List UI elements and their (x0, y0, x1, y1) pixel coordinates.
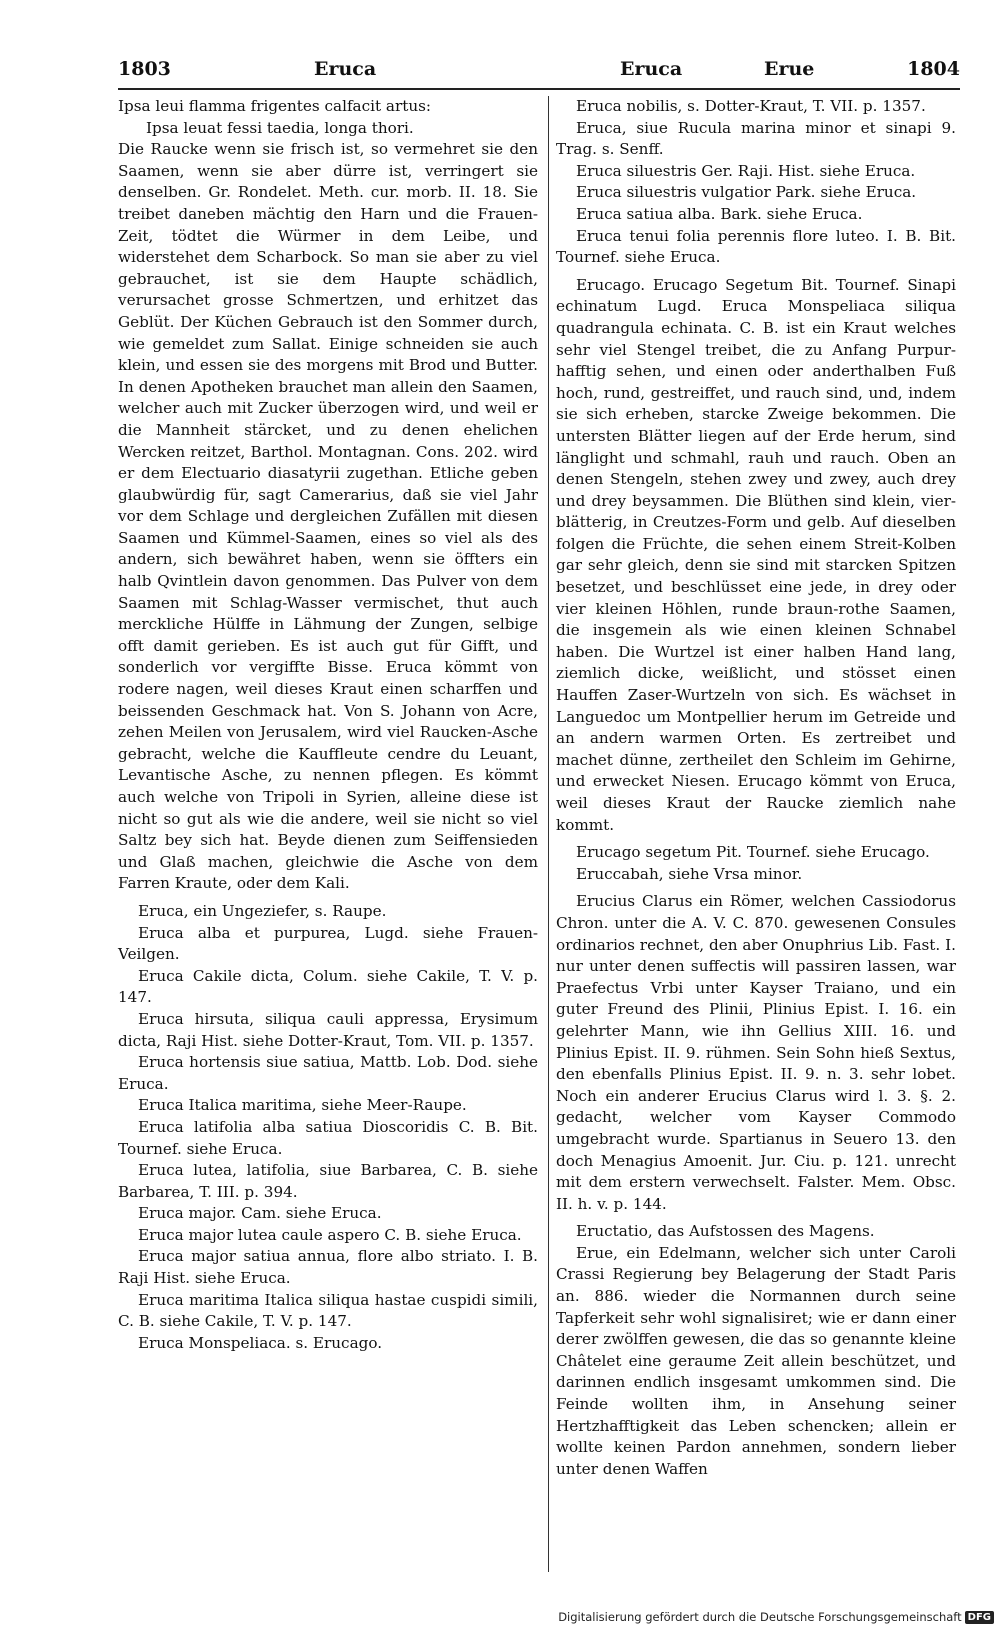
entry: Eruca lutea, latifolia, siue Barbarea, C. B. siehe Barbarea, T. III. p. 394. (118, 1161, 538, 1201)
running-title-right: Eruca (620, 58, 683, 80)
entry: Eructatio, das Aufstossen des Magens. (576, 1222, 875, 1241)
verse-line-2: Ipsa leuat fessi taedia, longa thori. (146, 118, 414, 137)
header-rule (118, 88, 960, 90)
entry: Eruca Italica maritima, siehe Meer-Raupe. (138, 1096, 467, 1115)
entry: Eruca major satiua annua, flore albo striato. I. B. Raji Hist. siehe Eruca. (118, 1247, 538, 1288)
entry: Eruca, ein Ungeziefer, s. Raupe. (138, 901, 387, 920)
entry: Eruca alba et purpurea, Lugd. siehe Frauen-Veilgen. (118, 923, 538, 964)
page-number-right: 1804 (907, 58, 960, 80)
page-header (118, 58, 960, 88)
entry: Eruccabah, siehe Vrsa minor. (576, 864, 803, 883)
entry: Eruca hirsuta, siliqua cauli appressa, Erysimum dicta, Raji Hist. siehe Dotter-Kraut, Tom. VII. p. 1357. (118, 1009, 538, 1050)
entry-paragraph: Erucago. Erucago Segetum Bit. Tournef. Sinapi echinatum Lugd. Eruca Monspeliaca siliqua quadrangula echinata. C. B. ist ein Kraut welches sehr viel Stengel treibet, die zu Anfang Purpur-hafftig sehen, und einen oder anderthalben Fuß hoch, rund, gestreiffet, und rauch sind, und, indem sie sich erheben, starcke Zweige bekommen. Die untersten Blätter liegen auf der Erde herum, sind länglight und schmahl, rauh und rauch. Oben an denen Stengeln, stehen zwey und zwey, auch drey und drey beysammen. Die Blüthen sind klein, vier-blätterig, in Creutzes-Form und gelb. Auf dieselben folgen die Früchte, die sehen einem Streit-Kolben gar sehr gleich, denn sie sind mit starcken Spitzen besetzet, und beschlüsset eine jede, in drey oder vier kleinen Höhlen, runde braun-rothe Saamen, die insgemein als wie einen kleinen Schnabel haben. Die Wurtzel ist einer halben Hand lang, ziemlich dicke, weißlicht, und stösset einen Hauffen Zaser-Wurtzeln von sich. Es wächset in Languedoc um Montpellier herum im Getreide und an andern warmen Orten. Es zertreibet und machet dünne, zertheilet den Schleim im Gehirne, und erwecket Niesen. Erucago kömmt von Eruca, weil dieses Kraut der Raucke ziemlich nahe kommt. (556, 275, 956, 834)
verse-line-1: Ipsa leui flamma frigentes calfacit artus: (118, 97, 432, 115)
entry: Eruca maritima Italica siliqua hastae cuspidi simili, C. B. siehe Cakile, T. V. p. 147. (118, 1290, 538, 1331)
footer-text: Digitalisierung gefördert durch die Deutsche Forschungsgemeinschaft (558, 1610, 962, 1624)
entry-paragraph: Erucius Clarus ein Römer, welchen Cassiodorus Chron. unter die A. V. C. 870. gewesenen Consules ordinarios rechnet, den aber Onuphrius Lib. Fast. I. nur unter denen suffectis will passiren lassen, war Praefectus Vrbi unter Kayser Traiano, und ein guter Freund des Plinii, Plinius Epist. I. 16. ein gelehrter Mann, wie ihn Gellius XIII. 16. und Plinius Epist. II. 9. rühmen. Sein Sohn hieß Sextus, den ebenfalls Plinius Epist. II. 9. n. 3. sehr lobet. Noch ein anderer Erucius Clarus wird l. 3. §. 2. gedacht, welcher vom Kayser Commodo umgebracht wurde. Spartianus in Seuero 13. den doch Menagius Amoenit. Jur. Ciu. p. 121. unrecht mit dem erstern verwechselt. Falster. Mem. Obsc. II. h. v. p. 144. (556, 892, 956, 1213)
entry: Eruca satiua alba. Bark. siehe Eruca. (576, 204, 863, 223)
entry: Eruca nobilis, s. Dotter-Kraut, T. VII. p. 1357. (576, 97, 926, 115)
entry: Eruca siluestris Ger. Raji. Hist. siehe Eruca. (576, 161, 916, 180)
running-title-left: Eruca (314, 58, 377, 80)
dfg-logo-icon: DFG (965, 1611, 994, 1624)
running-title-right-2: Erue (764, 58, 815, 80)
entry: Eruca, siue Rucula marina minor et sinapi 9. Trag. s. Senff. (556, 118, 956, 159)
entry: Eruca major. Cam. siehe Eruca. (138, 1204, 382, 1223)
entry-paragraph: Die Raucke wenn sie frisch ist, so vermehret sie den Saamen, wenn sie aber dürre ist, verringert sie denselben. Gr. Rondelet. Meth. cur. morb. II. 18. Sie treibet daneben mächtig den Harn und die Frauen-Zeit, tödtet die Würmer in dem Leibe, und widerstehet dem Scharbock. So man sie aber zu viel gebrauchet, ist sie dem Haupte schädlich, verursachet grosse Schmertzen, und erhitzet das Geblüt. Der Küchen Gebrauch ist den Sommer durch, wie gemeldet zum Sallat. Einige schneiden sie auch klein, und essen sie des morgens mit Brod und Butter. In denen Apotheken brauchet man allein den Saamen, welcher auch mit Zucker überzogen wird, und weil er die Mannheit stärcket, und zu denen ehelichen Wercken reitzet, Barthol. Montagnan. Cons. 202. wird er dem Electuario diasatyrii zugethan. Etliche geben glaubwürdig für, sagt Camerarius, daß sie viel Jahr vor dem Schlage und dergleichen Zufällen mit diesen Saamen und Kümmel-Saamen, eines so viel als des andern, sich bewähret haben, wenn sie öffters ein halb Qvintlein davon genommen. Das Pulver von dem Saamen mit Schlag-Wasser vermischet, thut auch merckliche Hülffe in Lähmung der Zungen, selbige offt damit gerieben. Es ist auch gut für Gifft, und sonderlich vor vergiffte Bisse. Eruca kömmt von rodere nagen, weil dieses Kraut einen scharffen und beissenden Geschmack hat. Von S. Johann von Acre, zehen Meilen von Jerusalem, wird viel Raucken-Asche gebracht, welche die Kauffleute cendre du Leuant, Levantische Asche, zu nennen pflegen. Es kömmt auch welche von Tripoli in Syrien, alleine diese ist nicht so gut als wie die andere, weil sie nicht so viel Saltz bey sich hat. Beyde dienen zum Seiffensieden und Glaß machen, gleichwie die Asche von dem Farren Kraute, oder dem Kali. (118, 140, 538, 893)
entry: Eruca tenui folia perennis flore luteo. I. B. Bit. Tournef. siehe Eruca. (556, 226, 956, 267)
entry: Eruca hortensis siue satiua, Mattb. Lob. Dod. siehe Eruca. (118, 1053, 538, 1093)
entry: Erucago segetum Pit. Tournef. siehe Erucago. (576, 843, 930, 862)
entry: Eruca Monspeliaca. s. Erucago. (138, 1333, 383, 1352)
right-column (556, 96, 956, 1480)
entry: Eruca latifolia alba satiua Dioscoridis C. B. Bit. Tournef. siehe Eruca. (118, 1117, 538, 1158)
entry: Eruca Cakile dicta, Colum. siehe Cakile, T. V. p. 147. (118, 966, 538, 1007)
column-divider (548, 96, 549, 1572)
entry-paragraph: Erue, ein Edelmann, welcher sich unter Caroli Crassi Regierung bey Belagerung der Stadt Paris an. 886. wieder die Normannen durch seine Tapferkeit sehr wohl signalisiret; wie er dann einer derer zwölffen gewesen, die das so genannte kleine Châtelet eine geraume Zeit allein beschützet, und darinnen endlich insgesamt umkommen sind. Die Feinde wollten ihm, in Ansehung seiner Hertzhafftigkeit das Leben schencken; allein er wollte keinen Pardon annehmen, sondern lieber unter denen Waffen (556, 1243, 956, 1478)
entry: Eruca major lutea caule aspero C. B. siehe Eruca. (138, 1225, 522, 1244)
digitization-footer (558, 1610, 994, 1624)
page-number-left: 1803 (118, 58, 171, 80)
entry: Eruca siluestris vulgatior Park. siehe Eruca. (576, 183, 917, 202)
left-column (118, 96, 538, 1354)
